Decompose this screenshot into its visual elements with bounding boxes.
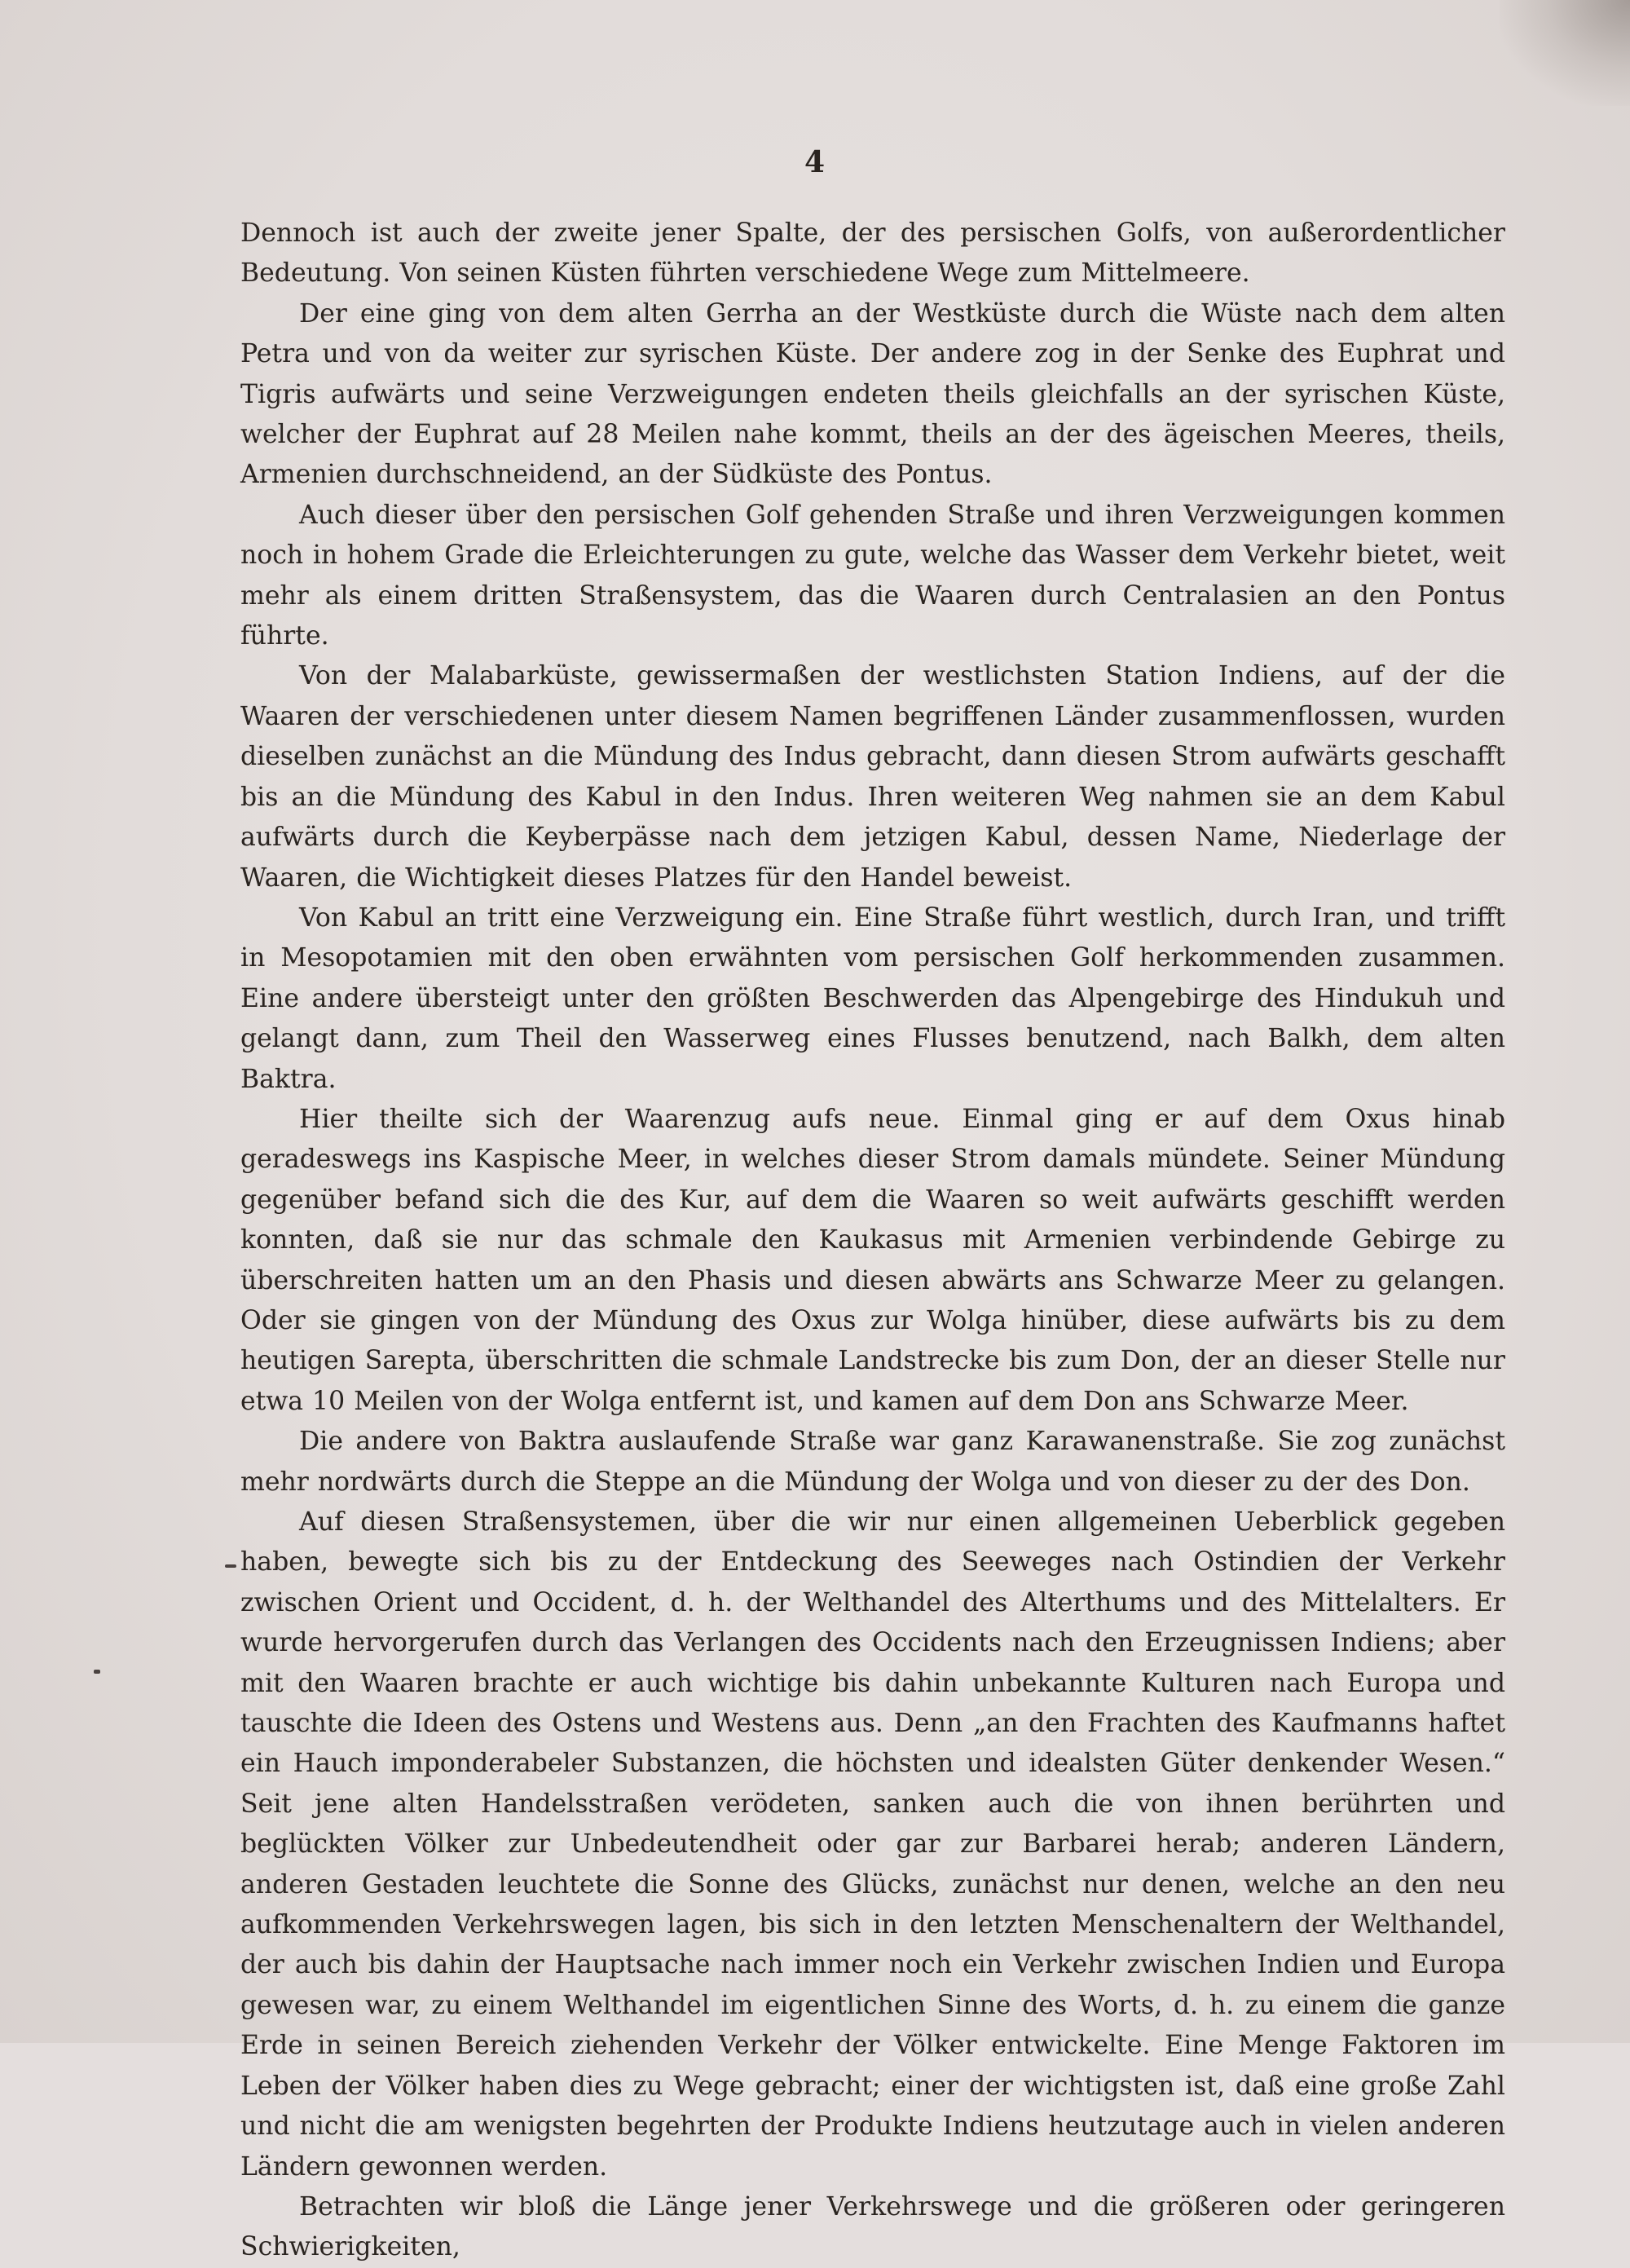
- margin-speck: [94, 1670, 100, 1674]
- paragraph-8: Auf diesen Straßensystemen, über die wir nur einen allgemeinen Ueberblick gegeben haben, bewegte sich bis zu der Entdeckung des Seeweges nach Ostindien der Verkehr zwischen Orient und Occident, d. h. der Welthandel des Alterthums und des Mittelalters. Er wurde hervorgerufen durch das Verlangen des Occidents nach den Erzeugnissen Indiens; aber mit den Waaren brachte er auch wichtige bis dahin unbekannte Kulturen nach Europa und tauschte die Ideen des Ostens und Westens aus. Denn „an den Frachten des Kaufmanns haftet ein Hauch imponderabeler Substanzen, die höchsten und idealsten Güter denkender Wesen.“ Seit jene alten Handelsstraßen verödeten, sanken auch die von ihnen berührten und beglückten Völker zur Unbedeutendheit oder gar zur Barbarei herab; anderen Ländern, anderen Gestaden leuchtete die Sonne des Glücks, zunächst nur denen, welche an den neu aufkommenden Verkehrswegen lagen, bis sich in den letzten Menschenaltern der Welthandel, der auch bis dahin der Hauptsache nach immer noch ein Verkehr zwischen Indien und Europa gewesen war, zu einem Welthandel im eigentlichen Sinne des Worts, d. h. zu einem die ganze Erde in seinen Bereich ziehenden Verkehr der Völker entwickelte. Eine Menge Faktoren im Leben der Völker haben dies zu Wege gebracht; einer der wichtigsten ist, daß eine große Zahl und nicht die am wenigsten begehrten der Produkte Indiens heutzutage auch in vielen anderen Ländern gewonnen werden.: [240, 1507, 1505, 2182]
- margin-mark: [225, 1564, 236, 1568]
- paragraph-5: Von Kabul an tritt eine Verzweigung ein. Eine Straße führt westlich, durch Iran, und trifft in Mesopotamien mit den oben erwähnten vom persischen Golf herkommenden zusammen. Eine andere übersteigt unter den größten Beschwerden das Alpengebirge des Hindukuh und gelangt dann, zum Theil den Wasserweg eines Flusses benutzend, nach Balkh, dem alten Baktra.: [240, 902, 1505, 1094]
- corner-stain: [1500, 0, 1630, 106]
- page-number: 4: [804, 145, 826, 179]
- paragraph-3: Auch dieser über den persischen Golf gehenden Straße und ihren Verzweigungen kommen noch in hohem Grade die Erleichterungen zu gute, welche das Wasser dem Verkehr bietet, weit mehr als einem dritten Straßensystem, das die Waaren durch Centralasien an den Pontus führte.: [240, 500, 1505, 651]
- paragraph-7: Die andere von Baktra auslaufende Straße war ganz Karawanenstraße. Sie zog zunächst mehr nordwärts durch die Steppe an die Mündung der Wolga und von dieser zu der des Don.: [240, 1427, 1505, 1497]
- paragraph-1: Dennoch ist auch der zweite jener Spalte, der des persischen Golfs, von außerordentlicher Bedeutung. Von seinen Küsten führten verschiedene Wege zum Mittelmeere.: [240, 218, 1505, 289]
- paragraph-9: Betrachten wir bloß die Länge jener Verkehrswege und die größeren oder geringeren Schwierigkeiten,: [240, 2191, 1505, 2262]
- paragraph-6: Hier theilte sich der Waarenzug aufs neue. Einmal ging er auf dem Oxus hinab geradeswegs ins Kaspische Meer, in welches dieser Strom damals mündete. Seiner Mündung gegenüber befand sich die des Kur, auf dem die Waaren so weit aufwärts geschifft werden konnten, daß sie nur das schmale den Kaukasus mit Armenien verbindende Gebirge zu überschreiten hatten um an den Phasis und diesen abwärts ans Schwarze Meer zu gelangen. Oder sie gingen von der Mündung des Oxus zur Wolga hinüber, diese aufwärts bis zu dem heutigen Sarepta, überschritten die schmale Landstrecke bis zum Don, der an dieser Stelle nur etwa 10 Meilen von der Wolga entfernt ist, und kamen auf dem Don ans Schwarze Meer.: [240, 1104, 1505, 1416]
- body-text: [240, 214, 1505, 2268]
- paragraph-2: Der eine ging von dem alten Gerrha an der Westküste durch die Wüste nach dem alten Petra und von da weiter zur syrischen Küste. Der andere zog in der Senke des Euphrat und Tigris aufwärts und seine Verzweigungen endeten theils gleichfalls an der syrischen Küste, welcher der Euphrat auf 28 Meilen nahe kommt, theils an der des ägeischen Meeres, theils, Armenien durchschneidend, an der Südküste des Pontus.: [240, 298, 1505, 490]
- paragraph-4: Von der Malabarküste, gewissermaßen der westlichsten Station Indiens, auf der die Waaren der verschiedenen unter diesem Namen begriffenen Länder zusammenflossen, wurden dieselben zunächst an die Mündung des Indus gebracht, dann diesen Strom aufwärts geschafft bis an die Mündung des Kabul in den Indus. Ihren weiteren Weg nahmen sie an dem Kabul aufwärts durch die Keyberpässe nach dem jetzigen Kabul, dessen Name, Niederlage der Waaren, die Wichtigkeit dieses Platzes für den Handel beweist.: [240, 661, 1505, 893]
